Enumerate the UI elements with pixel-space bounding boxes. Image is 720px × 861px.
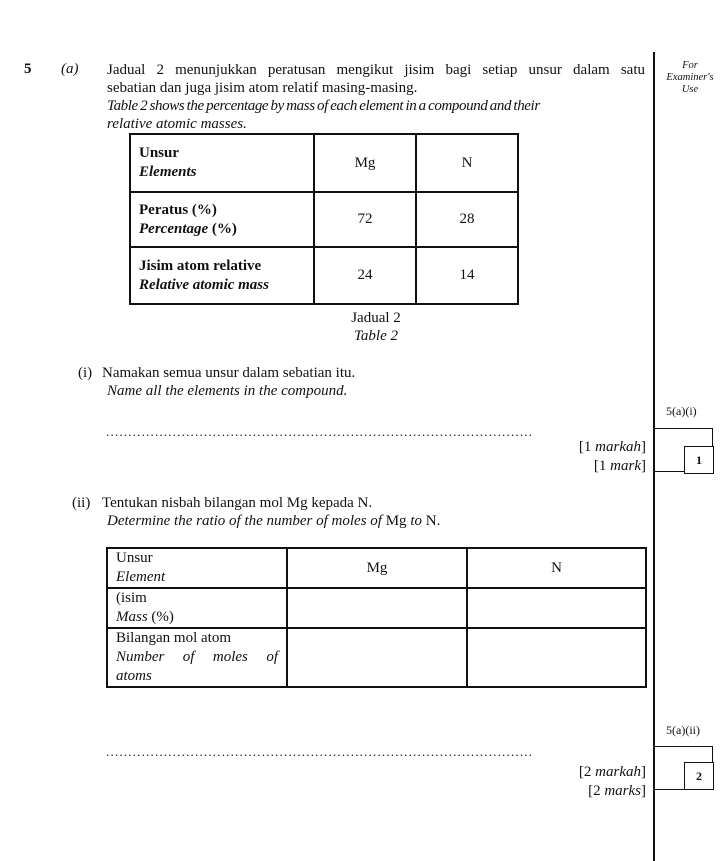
intro-ms-line2: sebatian dan juga jisim atom relatif masing-masing. <box>107 80 418 96</box>
part-ii-label: (ii) <box>72 495 91 511</box>
part-ii-marks <box>579 763 646 801</box>
part-i-question-ms: Namakan semua unsur dalam sebatian itu. <box>102 365 356 381</box>
caption-ms: Jadual 2 <box>351 310 401 326</box>
table-row <box>130 192 518 247</box>
table-row <box>107 548 646 588</box>
part-i-answer-line[interactable]: ................................................................................................ <box>106 425 534 439</box>
part-ii-question-en <box>107 513 440 530</box>
cell-n: N <box>416 134 518 192</box>
marks-num: [2 <box>578 764 592 780</box>
row-label-ms: Bilangan mol atom <box>116 630 231 646</box>
caption-en: Table 2 <box>353 328 399 344</box>
row-label <box>130 247 314 304</box>
element-data-table <box>129 133 519 305</box>
row-label-en-line2: atoms <box>116 668 152 684</box>
marks-close: ] <box>641 439 646 455</box>
part-i-label: (i) <box>78 365 93 381</box>
marks-word: marks <box>604 783 641 799</box>
row-label-en-line1: Number of moles of <box>116 649 278 665</box>
row-label-ms: Unsur <box>116 550 153 566</box>
answer-cell-moles-mg[interactable] <box>287 628 467 687</box>
marks-num: [1 <box>593 458 607 474</box>
row-label-unit: (%) <box>147 609 174 625</box>
answer-cell-mass-n[interactable] <box>467 588 646 628</box>
examiner-header-line1: For <box>682 60 698 71</box>
part-ii-question-ms: Tentukan nisbah bilangan mol Mg kepada N. <box>102 495 373 511</box>
row-label-ms: Jisim atom relative <box>139 257 262 274</box>
examiner-header-line3: Use <box>681 84 699 95</box>
row-label <box>107 588 287 628</box>
row-label-en: Elements <box>139 164 197 180</box>
cell-mg: Mg <box>314 134 416 192</box>
row-label <box>130 134 314 192</box>
marks-ms <box>579 763 646 782</box>
intro-en-line1: Table 2 shows the percentage by mass of each element in a compound and their <box>107 98 540 114</box>
part-i-question-en: Name all the elements in the compound. <box>107 383 348 399</box>
table-row <box>130 134 518 192</box>
row-label-en: Percentage <box>139 220 209 237</box>
cell-n: 14 <box>416 247 518 304</box>
question-ref-i: 5(a)(i) <box>666 404 697 418</box>
row-label <box>107 548 287 588</box>
question-en-c: to <box>410 513 422 529</box>
table-row <box>130 247 518 304</box>
examiner-header <box>660 60 720 96</box>
row-label <box>107 628 287 687</box>
table-row <box>107 628 646 687</box>
row-label-en: Element <box>116 569 166 585</box>
answer-cell-moles-n[interactable] <box>467 628 646 687</box>
column-header-mg: Mg <box>287 548 467 588</box>
row-label-unit: (%) <box>208 220 237 237</box>
column-header-n: N <box>467 548 646 588</box>
marks-word: mark <box>610 458 641 474</box>
question-en-a: Determine the ratio of the number of moles of <box>107 513 382 529</box>
table-row <box>107 588 646 628</box>
marks-num: [1 <box>578 439 592 455</box>
question-part: (a) <box>61 61 79 77</box>
part-i-marks <box>579 438 646 476</box>
row-label-en: Mass <box>116 609 148 625</box>
marks-word: markah <box>595 764 641 780</box>
cell-mg: 24 <box>314 247 416 304</box>
part-ii-answer-line[interactable]: ................................................................................................ <box>106 745 534 759</box>
row-label-en: Relative atomic mass <box>139 276 269 293</box>
marks-close: ] <box>641 783 646 799</box>
question-en-d: N. <box>425 513 441 529</box>
row-label-ms: Unsur <box>139 145 180 161</box>
marks-word: markah <box>595 439 641 455</box>
cell-n: 28 <box>416 192 518 247</box>
cell-mg: 72 <box>314 192 416 247</box>
marks-en <box>579 457 646 476</box>
max-mark-i: 1 <box>684 446 714 474</box>
intro-ms-line1: Jadual 2 menunjukkan peratusan mengikut jisim bagi setiap unsur dalam satu <box>107 62 645 78</box>
question-ref-ii: 5(a)(ii) <box>666 723 700 737</box>
intro-en-line2: relative atomic masses. <box>107 116 247 132</box>
question-en-b: Mg <box>385 513 407 529</box>
marks-en <box>579 782 646 801</box>
question-intro <box>107 61 645 133</box>
row-label-ms: Peratus (%) <box>139 201 217 218</box>
answer-cell-mass-mg[interactable] <box>287 588 467 628</box>
max-mark-ii: 2 <box>684 762 714 790</box>
marks-close: ] <box>641 764 646 780</box>
table-caption <box>324 309 428 345</box>
mole-ratio-table <box>106 547 647 688</box>
examiner-header-line2: Examiner's <box>666 72 714 83</box>
marks-close: ] <box>641 458 646 474</box>
question-number: 5 <box>24 61 32 77</box>
marks-ms <box>579 438 646 457</box>
marks-num: [2 <box>588 783 601 799</box>
row-label <box>130 192 314 247</box>
row-label-ms: (isim <box>116 590 147 606</box>
